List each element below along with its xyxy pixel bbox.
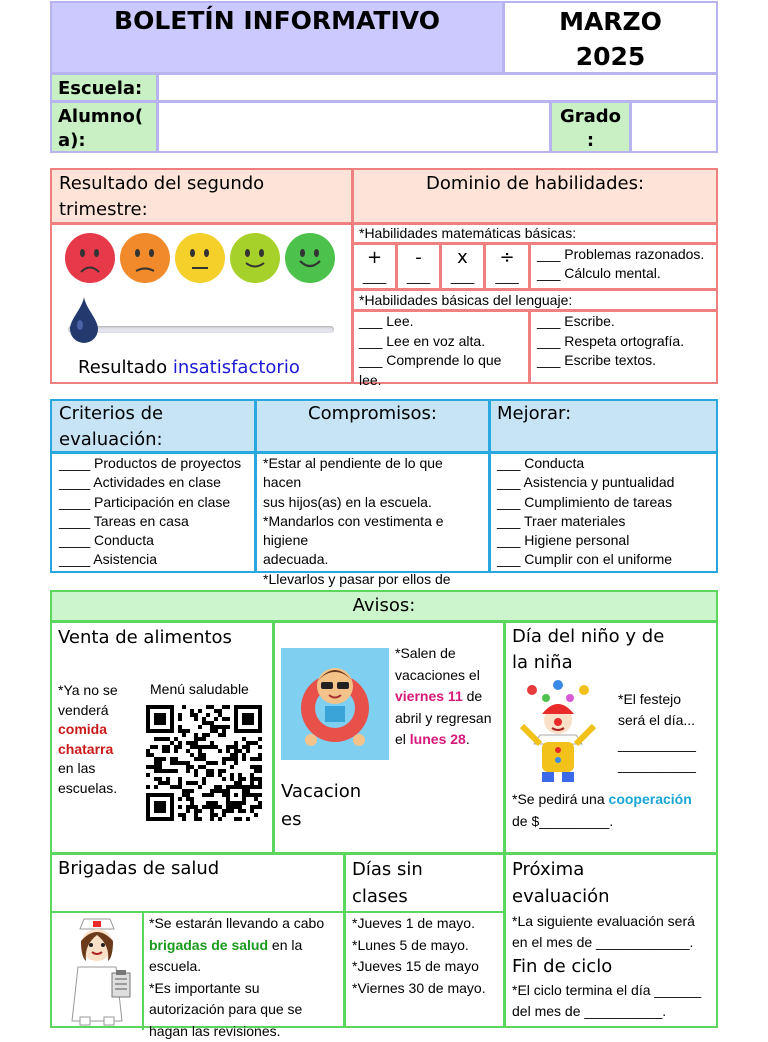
health-line: *Es importante su bbox=[149, 978, 344, 1000]
op-times-blank: ___ bbox=[442, 271, 483, 281]
grade-label-cell bbox=[550, 101, 631, 153]
vacation-line: *Salen de bbox=[395, 643, 505, 665]
rating-slider-handle[interactable] bbox=[68, 295, 100, 343]
lang-left-cell bbox=[352, 310, 530, 384]
food-highlight: comida bbox=[58, 720, 148, 740]
student-label-line1: Alumno( bbox=[58, 104, 150, 130]
op-divide-blank: ___ bbox=[486, 271, 528, 281]
very-sad-face-icon bbox=[65, 233, 115, 283]
year-label: 2025 bbox=[505, 39, 716, 74]
kids-day-text bbox=[618, 689, 718, 775]
grade-label-line1: Grado bbox=[558, 104, 623, 130]
improve-list bbox=[489, 452, 718, 573]
food-highlight: chatarra bbox=[58, 740, 148, 760]
lang-right-cell bbox=[529, 310, 718, 384]
lang-skills-heading: *Habilidades básicas del lenguaje: bbox=[352, 289, 718, 311]
kids-day-line: de $_________. bbox=[512, 811, 717, 833]
improve-item: ___ Higiene personal bbox=[497, 531, 710, 550]
kids-day-text-span: *Se pedirá una bbox=[512, 791, 609, 807]
end-of-cycle-line: del mes de __________. bbox=[512, 1001, 718, 1022]
student-label-cell bbox=[50, 101, 158, 153]
food-line: venderá bbox=[58, 701, 148, 721]
op-divide-label: ÷ bbox=[486, 245, 528, 271]
improve-item: ___ Asistencia y puntualidad bbox=[497, 473, 710, 492]
result-text bbox=[78, 355, 348, 381]
kids-day-line: será el día... bbox=[618, 710, 718, 731]
no-class-title-line1: Días sin bbox=[352, 856, 423, 883]
kids-day-cooperation bbox=[512, 789, 717, 832]
health-line: hagan las revisiones. bbox=[149, 1021, 344, 1042]
sad-face-icon bbox=[120, 233, 170, 283]
health-notice-title: Brigadas de salud bbox=[58, 856, 219, 882]
criteria-item: ____ Conducta bbox=[59, 531, 247, 550]
end-of-cycle-text bbox=[512, 980, 718, 1022]
no-class-date: *Jueves 15 de mayo bbox=[352, 956, 504, 978]
vacation-notice-text bbox=[395, 643, 505, 751]
skills-heading-cell bbox=[352, 168, 718, 224]
op-plus-blank: ___ bbox=[354, 271, 395, 281]
food-notice-text bbox=[58, 681, 148, 798]
criteria-item: ____ Asistencia bbox=[59, 550, 247, 569]
op-divide-cell bbox=[484, 243, 530, 290]
vacation-notice bbox=[273, 621, 505, 854]
criteria-item: ____ Participación en clase bbox=[59, 493, 247, 512]
kids-day-title-line2: la niña bbox=[512, 650, 664, 676]
commitments-heading-cell bbox=[255, 399, 490, 453]
next-eval-title-line2: evaluación bbox=[512, 883, 610, 910]
health-brigades-highlight: brigadas de salud bbox=[149, 937, 268, 953]
vacation-line: abril y regresan bbox=[395, 708, 505, 730]
lang-item-read-aloud: ___ Lee en voz alta. bbox=[359, 332, 523, 352]
next-eval-text bbox=[512, 911, 718, 953]
op-minus-cell bbox=[396, 243, 441, 290]
no-class-title bbox=[352, 856, 423, 910]
vacation-notice-title bbox=[281, 778, 361, 834]
happy-face-icon bbox=[230, 233, 280, 283]
commitments-text bbox=[255, 452, 490, 573]
newsletter-title: BOLETÍN INFORMATIVO bbox=[52, 6, 502, 35]
op-times-cell bbox=[440, 243, 485, 290]
no-class-date: *Viernes 30 de mayo. bbox=[352, 978, 504, 1000]
vacation-line bbox=[395, 686, 505, 708]
grade-label-line2: : bbox=[558, 128, 623, 154]
very-happy-face-icon bbox=[285, 233, 335, 283]
result-prefix: Resultado bbox=[78, 357, 167, 378]
math-item-mental: ___ Cálculo mental. bbox=[537, 264, 710, 283]
month-label: MARZO bbox=[505, 4, 716, 39]
lang-item-read: ___ Lee. bbox=[359, 312, 523, 332]
vacation-start-date: viernes 11 bbox=[395, 688, 463, 704]
end-of-cycle-line: *El ciclo termina el día ______ bbox=[512, 980, 718, 1001]
food-line: escuelas. bbox=[58, 779, 148, 799]
food-notice bbox=[50, 621, 274, 854]
op-minus-blank: ___ bbox=[398, 271, 439, 281]
next-eval-line: *La siguiente evaluación será bbox=[512, 911, 718, 932]
vacation-return-date: lunes 28 bbox=[410, 731, 466, 747]
lang-item-spelling: ___ Respeta ortografía. bbox=[537, 332, 710, 352]
math-items-cell bbox=[529, 243, 718, 290]
vacation-line: vacaciones el bbox=[395, 665, 505, 687]
next-eval-title bbox=[512, 856, 610, 910]
kids-day-date-blank: __________ bbox=[618, 734, 718, 755]
results-heading-line2: trimestre: bbox=[59, 197, 344, 223]
student-label-line2: a): bbox=[58, 128, 150, 154]
health-text-span: en la bbox=[268, 937, 302, 953]
skills-heading: Dominio de habilidades: bbox=[354, 171, 716, 197]
date-cell bbox=[503, 1, 718, 74]
kids-day-line: *El festejo bbox=[618, 689, 718, 710]
qr-code-icon[interactable] bbox=[146, 705, 262, 821]
vacation-title-line1: Vacacion bbox=[281, 778, 361, 806]
improve-heading-cell bbox=[489, 399, 718, 453]
vacation-text: el bbox=[395, 731, 410, 747]
improve-item: ___ Conducta bbox=[497, 454, 710, 473]
op-plus-cell bbox=[352, 243, 397, 290]
commitments-line: *Mandarlos con vestimenta e higiene bbox=[263, 512, 482, 551]
no-class-date: *Lunes 5 de mayo. bbox=[352, 935, 504, 957]
school-label: Escuela: bbox=[50, 73, 158, 102]
commitments-line: *Llevarlos y pasar por ellos de bbox=[263, 570, 482, 589]
rating-slider-track[interactable] bbox=[68, 326, 334, 333]
op-minus-label: - bbox=[398, 245, 439, 271]
kids-day-title-line1: Día del niño y de bbox=[512, 624, 664, 650]
lang-item-write: ___ Escribe. bbox=[537, 312, 710, 332]
notices-heading: Avisos: bbox=[50, 590, 718, 622]
next-eval-notice bbox=[504, 853, 718, 1028]
improve-heading: Mejorar: bbox=[497, 401, 710, 427]
clown-image bbox=[512, 680, 604, 785]
kids-day-date-blank: __________ bbox=[618, 755, 718, 776]
no-class-list bbox=[352, 913, 504, 999]
vacation-line bbox=[395, 729, 505, 751]
nurse-image bbox=[56, 917, 138, 1027]
health-line: escuela. bbox=[149, 956, 344, 978]
kids-day-title bbox=[512, 624, 664, 676]
lang-item-write-texts: ___ Escribe textos. bbox=[537, 351, 710, 371]
school-field[interactable] bbox=[157, 73, 718, 102]
health-image-divider bbox=[142, 911, 144, 1030]
math-skills-heading: *Habilidades matemáticas básicas: bbox=[352, 223, 718, 244]
health-notice-text bbox=[149, 913, 344, 1042]
criteria-item: ____ Tareas en casa bbox=[59, 512, 247, 531]
student-field[interactable] bbox=[157, 101, 551, 153]
food-notice-title: Venta de alimentos bbox=[58, 625, 232, 651]
criteria-heading-line1: Criterios de bbox=[59, 401, 247, 427]
health-notice bbox=[50, 853, 345, 1028]
commitments-line: sus hijos(as) en la escuela. bbox=[263, 493, 482, 512]
food-line: *Ya no se bbox=[58, 681, 148, 701]
next-eval-title-line1: Próxima bbox=[512, 856, 610, 883]
healthy-menu-label: Menú saludable bbox=[150, 681, 249, 697]
result-value: insatisfactorio bbox=[173, 357, 300, 378]
results-heading-line1: Resultado del segundo bbox=[59, 171, 344, 197]
op-times-label: x bbox=[442, 245, 483, 271]
grade-field[interactable] bbox=[630, 101, 718, 153]
health-line: autorización para que se bbox=[149, 999, 344, 1021]
cooperation-highlight: cooperación bbox=[609, 791, 692, 807]
swimmer-image bbox=[281, 648, 389, 760]
op-plus-label: + bbox=[354, 245, 395, 271]
health-line: *Se estarán llevando a cabo bbox=[149, 913, 344, 935]
criteria-heading-cell bbox=[50, 399, 256, 453]
vacation-text: de bbox=[463, 688, 482, 704]
no-class-notice bbox=[344, 853, 505, 1028]
criteria-item: ____ Productos de proyectos bbox=[59, 454, 247, 473]
commitments-heading: Compromisos: bbox=[257, 401, 488, 427]
commitments-line: adecuada. bbox=[263, 550, 482, 569]
food-line: en las bbox=[58, 759, 148, 779]
criteria-list bbox=[50, 452, 256, 573]
criteria-item: ____ Actividades en clase bbox=[59, 473, 247, 492]
results-heading-cell bbox=[50, 168, 353, 224]
math-item-problems: ___ Problemas razonados. bbox=[537, 245, 710, 264]
vacation-text: . bbox=[466, 731, 470, 747]
no-class-title-line2: clases bbox=[352, 883, 423, 910]
kids-day-notice bbox=[504, 621, 718, 854]
improve-item: ___ Cumplimiento de tareas bbox=[497, 493, 710, 512]
improve-item: ___ Cumplir con el uniforme bbox=[497, 550, 710, 569]
no-class-date: *Jueves 1 de mayo. bbox=[352, 913, 504, 935]
commitments-line: *Estar al pendiente de lo que hacen bbox=[263, 454, 482, 493]
improve-item: ___ Traer materiales bbox=[497, 512, 710, 531]
end-of-cycle-title: Fin de ciclo bbox=[512, 954, 612, 980]
newsletter-title-cell bbox=[50, 1, 504, 74]
neutral-face-icon bbox=[175, 233, 225, 283]
criteria-heading-line2: evaluación: bbox=[59, 427, 247, 453]
results-body bbox=[50, 223, 353, 384]
next-eval-line: en el mes de ____________. bbox=[512, 932, 718, 953]
lang-item-comprehend: ___ Comprende lo que lee. bbox=[359, 351, 523, 390]
vacation-title-line2: es bbox=[281, 806, 361, 834]
